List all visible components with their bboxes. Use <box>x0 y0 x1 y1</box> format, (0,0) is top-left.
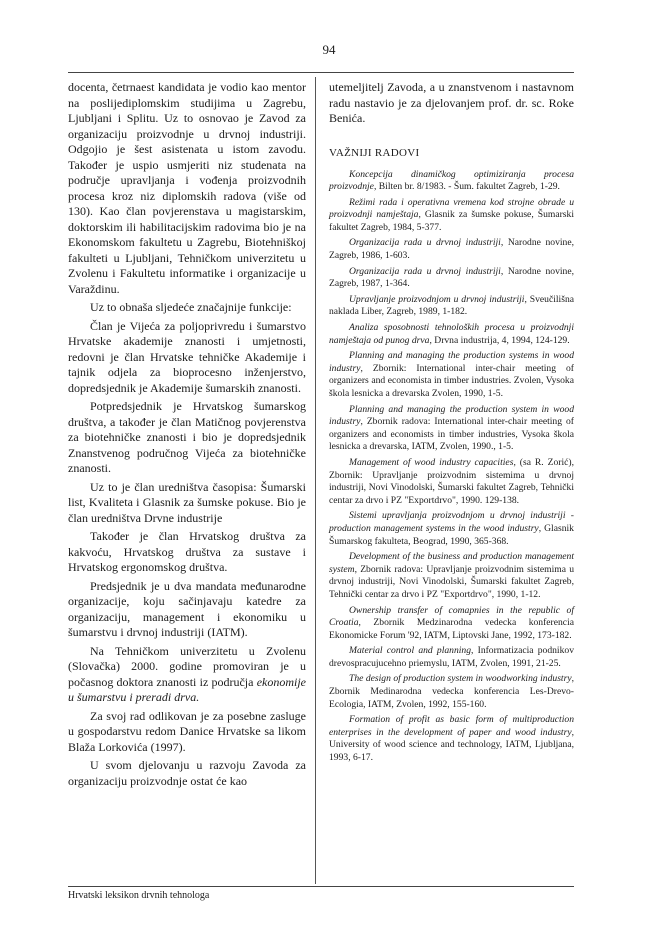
reference-details: , Bilten br. 8/1983. - Šum. fakultet Zagreb, 1-29. <box>373 181 560 193</box>
column-divider <box>315 77 316 884</box>
paragraph: Član je Vijeća za poljoprivredu i šumarstvo Hrvatske akademije znanosti i umjetnosti, redovni je član Hrvatske tehničke Akademije i tajnik odjela za bioprocesno inženjerstvo, dopredsjednik je Akademije šumarskih znanosti. <box>68 318 306 395</box>
reference-details: , Zbornik: International inter-chair meeting of organizers and economista in timber industries. Zvolen, Vysoka škola lesnicka a drevarska Zvolen, 1990, 1-5. <box>329 362 574 399</box>
reference-title: Sistemi upravljanja proizvodnjom u drvnoj industriji - production management systems in the wood industry <box>329 510 574 534</box>
reference-item <box>329 350 574 400</box>
reference-details: , Narodne novine, Zagreb, 1986, 1-603. <box>329 237 574 262</box>
reference-details: , (sa R. Zorić), Zbornik: Upravljanje proizvodnim sistemima u drvnoj industriji, Novi Vinodolski, Šumarski fakultet Zagreb, Tehnički centar za drvo i PZ "Exportdrvo", 1990. 129-138. <box>329 456 574 506</box>
paragraph: utemeljitelj Zavoda, a u znanstvenom i nastavnom radu nastavio je za djelovanjem prof. dr. sc. Roke Benića. <box>329 80 574 125</box>
reference-title: Management of wood industry capacities <box>349 456 514 468</box>
reference-title: Analiza sposobnosti tehnoloških procesa u proizvodnji namještaja od punog drva <box>329 322 574 346</box>
reference-details: , Informatizacia podnikov drevospracujucehno priemyslu, IATM, Zvolen, 1991, 21-25. <box>329 645 574 669</box>
reference-title: Koncepcija dinamičkog optimiziranja procesa proizvodnje <box>329 168 574 193</box>
reference-item <box>329 237 574 262</box>
right-column <box>329 80 574 768</box>
paragraph: docenta, četrnaest kandidata je vodio kao mentor na poslijediplomskim studijima u Zagrebu, Ljubljani i Splitu. Uz to osnovao je Zavod za organizaciju proizvodnje u drvnoj industriji. Odgojio je šest asistenata u istom zavodu. Također je uspio usmjeriti niz studenata na područje upravljanja i vođenja proizvodnih procesa kroz niz diplomskih radova (više od 130). Kao član povjerenstava u magistarskim, doktorskim ili habilitacijskim radovima bio je na Ekonomskom fakultetu u Zagrebu, Biotehniškoj fakulteti u Ljubljani, Tehničkom univerzitetu u Zvolenu i Fakultetu informatike i organizacije u Varaždinu. <box>68 80 306 296</box>
reference-list <box>329 169 574 765</box>
reference-title: Organizacija rada u drvnoj industriji <box>349 265 501 277</box>
reference-item <box>329 457 574 507</box>
reference-title: The design of production system in woodworking industry <box>349 673 572 685</box>
reference-details: , Zbornik Medinarodna vedecka konferencia Les-Drevo-Ecologia, IATM, Zvolen, 1992, 155-160. <box>329 673 574 710</box>
paragraph: U svom djelovanju u razvoju Zavoda za organizaciju proizvodnje ostat će kao <box>68 758 306 788</box>
left-column <box>68 80 306 792</box>
reference-details: , University of wood science and technology, IATM, Ljubljana, 1993, 6-17. <box>329 726 574 764</box>
reference-title: Planning and managing the production systems in wood industry <box>329 350 574 374</box>
reference-details: , Glasnik za šumske pokuse, Šumarski fakultet Zagreb, 1984, 5-377. <box>329 209 574 233</box>
page-number: 94 <box>322 42 336 57</box>
reference-item <box>329 404 574 454</box>
reference-title: Formation of profit as basic form of multiproduction enterprises in the development of paper and wood industry <box>329 714 574 738</box>
reference-details: , Glasnik Šumarskog fakulteta, Beograd, 1990, 365-368. <box>329 522 574 547</box>
reference-item <box>329 510 574 548</box>
section-title: VAŽNIJI RADOVI <box>329 146 420 159</box>
reference-title: Režimi rada i operativna vremena kod strojne obrade u proizvodnji namještaja <box>329 196 574 221</box>
reference-title: Material control and planning <box>349 645 472 657</box>
reference-details: , Narodne novine, Zagreb, 1987, 1-364. <box>329 265 574 290</box>
paragraph: Uz to obnaša sljedeće značajnije funkcije: <box>90 300 292 314</box>
paragraph: Predsjednik je u dva mandata međunarodne organizacije, koju sačinjavaju katedre za organizaciju, management i ekonomiku u šumarstvu i drvnoj industriji (IATM). <box>68 578 306 639</box>
paragraph: Za svoj rad odlikovan je za posebne zasluge u gospodarstvu redom Danice Hrvatske sa likom Blaža Lorkovića (1997). <box>68 708 306 754</box>
paragraph: Uz to je član uredništva časopisa: Šumarski list, Kvaliteta i Glasnik za šumske pokuse. Bio je član uredništva Drvne industrije <box>68 479 306 525</box>
reference-details: , Zbornik radova: International inter-chair meeting of organizers and economists in timber industries, Vysoka škola lesnicka a drevarska, IATM, Zvolen, 1990., 1-5. <box>329 416 574 453</box>
reference-item <box>329 266 574 291</box>
reference-item <box>329 714 574 764</box>
reference-details: , Zbornik radova: Upravljanje proizvodnim sistemima u drvnoj industriji, Novi Vinodolski, Šumarski fakultet Zagreb, Tehnički centar za drvo i PZ "Exportdrvo", 1990, 1-12. <box>329 563 574 600</box>
paragraph-italic: ekonomije u šumarstvu i preradi drva. <box>68 674 306 704</box>
reference-item <box>329 673 574 711</box>
reference-item <box>329 322 574 347</box>
reference-details: , Zbornik Medzinarodna vedecka konferencia Ekonomicke Forum '92, IATM, Liptovski Jane, 1992, 173-182. <box>329 617 574 641</box>
reference-title: Ownership transfer of comapnies in the republic of Croatia <box>329 604 574 629</box>
paragraph-text: Na Tehničkom univerzitetu u Zvolenu (Slovačka) 2000. godine promoviran je u počasnog doktora znanosti iz područja <box>68 643 306 689</box>
footer-rule <box>68 886 574 887</box>
reference-title: Organizacija rada u drvnoj industriji <box>349 237 501 249</box>
reference-item <box>329 197 574 235</box>
paragraph: Također je član Hrvatskog društva za kakvoću, Hrvatskog društva za sustave i Hrvatskog ergonomskog društva. <box>68 529 306 574</box>
footer: Hrvatski leksikon drvnih tehnologa <box>68 890 210 901</box>
reference-item <box>329 294 574 319</box>
reference-title: Upravljanje proizvodnjom u drvnoj industriji <box>349 293 525 305</box>
reference-item <box>329 551 574 601</box>
reference-item <box>329 605 574 643</box>
reference-item <box>329 169 574 194</box>
reference-title: Development of the business and production management system <box>329 551 574 575</box>
reference-details: , Sveučilišna naklada Liber, Zagreb, 1989, 1-182. <box>329 293 574 318</box>
paragraph: Potpredsjednik je Hrvatskog šumarskog društva, a također je član Matičnog povjerenstva za biotehničke znanosti i bio je dopredsjednik Znanstvenog područnog Vijeća za biotehničke znanosti. <box>68 399 306 475</box>
reference-title: Planning and managing the production system in wood industry <box>329 403 574 428</box>
header-rule <box>68 72 574 73</box>
reference-item <box>329 645 574 670</box>
reference-details: , Drvna industrija, 4, 1994, 124-129. <box>429 334 570 346</box>
paragraph <box>68 644 306 706</box>
